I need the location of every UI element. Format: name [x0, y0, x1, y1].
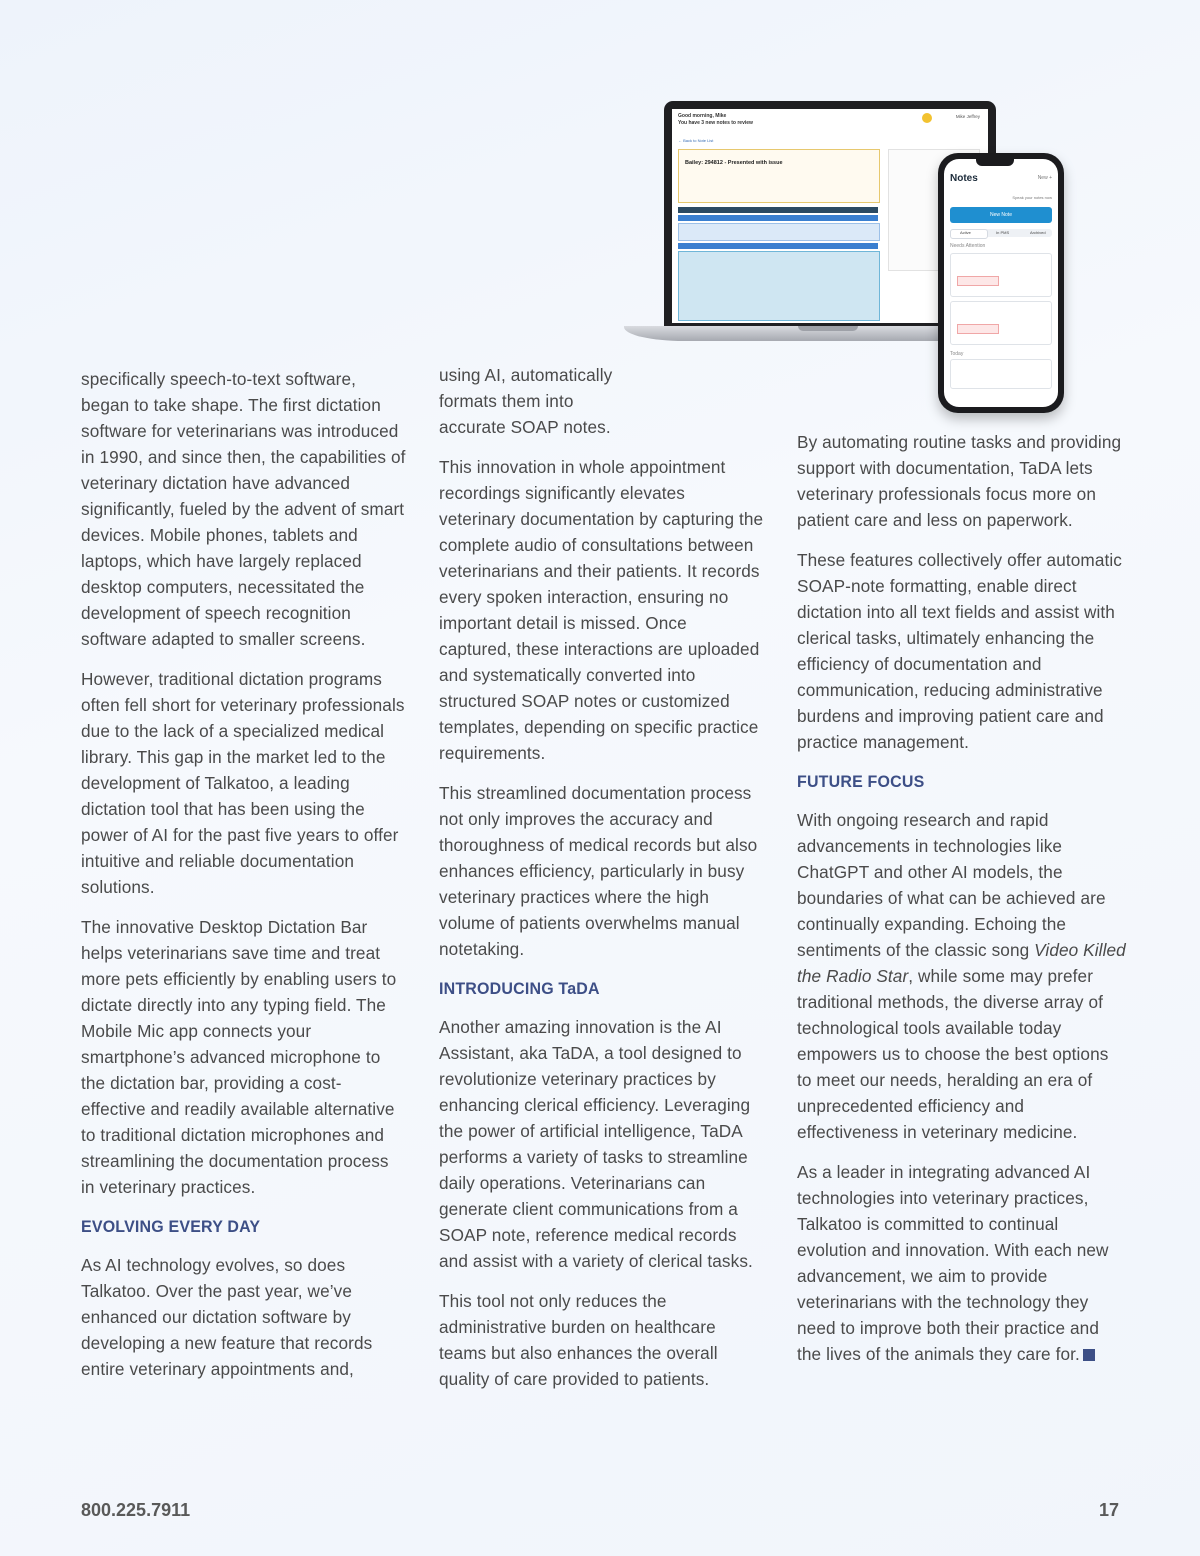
phone-title: Notes: [950, 173, 978, 184]
note-card: [678, 149, 880, 203]
subjective-bar: [678, 215, 878, 221]
phone-speak-hint: Speak your notes now: [1012, 195, 1052, 200]
phone-tab-pms-label: In PMS: [996, 230, 1010, 235]
end-mark-icon: [1083, 1349, 1095, 1361]
phone-note-item: [950, 359, 1052, 389]
page-number: 17: [1098, 1500, 1119, 1520]
attention-tag: [957, 324, 999, 334]
phone-notch: [976, 159, 1014, 166]
paragraph-text: As a leader in integrating advanced AI technologies into veterinary practices, Talkatoo is committed to continual evolution and innovation. With each new advancement, we aim to provide veterinarians with the technology they need to improve both their practice and the lives of the animals they care for.: [797, 1162, 1109, 1364]
song-title: Video Killed the Radio Star: [797, 940, 1126, 986]
paragraph: [797, 1159, 1127, 1367]
section-heading-tada: INTRODUCING TaDA: [439, 979, 600, 998]
phone-tab-archived-label: Archived: [1030, 230, 1046, 235]
phone-tabs: [950, 229, 1052, 237]
paragraph-text: With ongoing research and rapid advancements in technologies like ChatGPT and other AI models, the boundaries of what can be achieved are continually expanding. Echoing the sentiments of the classic song: [797, 810, 1106, 960]
phone-today: Today: [950, 351, 964, 357]
section-heading-evolving: EVOLVING EVERY DAY: [81, 1217, 261, 1236]
phone-note-item: [950, 301, 1052, 345]
paragraph: This tool not only reduces the administrative burden on healthcare teams but also enhances the overall quality of care provided to patients.: [439, 1291, 718, 1389]
paragraph: using AI, automatically formats them into accurate SOAP notes.: [439, 365, 613, 437]
phone-screen: [944, 159, 1058, 407]
paragraph: However, traditional dictation programs often fell short for veterinary professionals due to the lack of a specialized medical library. This gap in the market led to the development of Talkatoo, a leading dictation tool that has been using the power of AI for the past five years to offer intuitive and reliable documentation solutions.: [81, 669, 405, 897]
paragraph: By automating routine tasks and providing support with documentation, TaDA lets veterinary professionals focus more on patient care and less on paperwork.: [797, 432, 1122, 530]
back-link: ← Back to Note List: [678, 138, 714, 143]
phone-note-item: [950, 253, 1052, 297]
laptop-user-name: Mike Jeffrey: [955, 114, 980, 119]
section-heading-future: FUTURE FOCUS: [797, 772, 925, 791]
objective-box: [678, 251, 880, 321]
paragraph: The innovative Desktop Dictation Bar helps veterinarians save time and treat more pets efficiently by enabling users to dictate directly into any typing field. The Mobile Mic app connects your smartphone’s advanced microphone to the dictation bar, providing a cost-effective and readily available alternative to traditional dictation microphones and streamlining the documentation process in veterinary practices.: [81, 917, 397, 1197]
subjective-box: [678, 223, 880, 241]
phone-new-link: New +: [1037, 175, 1052, 181]
paragraph: [797, 807, 1127, 1145]
objective-bar: [678, 243, 878, 249]
paragraph: Another amazing innovation is the AI Assistant, aka TaDA, a tool designed to revolutionize veterinary practices by enhancing clerical efficiency. Leveraging the power of artificial intelligence, TaDA performs a variety of tasks to streamline daily operations. Veterinarians can generate client communications from a SOAP note, reference medical records and assist with a variety of clerical tasks.: [439, 1017, 753, 1271]
column-2: [439, 362, 764, 1406]
phone-new-note-button: New Note: [950, 207, 1052, 223]
phone-needs-attention: Needs Attention: [950, 243, 986, 249]
paragraph: As AI technology evolves, so does Talkatoo. Over the past year, we’ve enhanced our dictation software by developing a new feature that records entire veterinary appointments and,: [81, 1255, 373, 1379]
footer-phone: 800.225.7911: [81, 1500, 191, 1520]
paragraph: This streamlined documentation process not only improves the accuracy and thoroughness of medical records but also enhances efficiency, particularly in busy veterinary practices where the high volume of patients overwhelms manual notetaking.: [439, 783, 758, 959]
column-3: [797, 429, 1127, 1381]
column-1: [81, 366, 406, 1396]
phone: [938, 153, 1064, 413]
paragraph-text: , while some may prefer traditional methods, the diverse array of technological tools available today empowers us to choose the best options to meet our needs, heralding an era of unprecedented efficiency and effectiveness in veterinary medicine.: [797, 966, 1109, 1142]
attention-tag: [957, 276, 999, 286]
transcript-bar: [678, 207, 878, 213]
laptop-notch: [798, 326, 858, 331]
paragraph: This innovation in whole appointment recordings significantly elevates veterinary documentation by capturing the complete audio of consultations between veterinarians and their patients. It records every spoken interaction, ensuring no important detail is missed. Once captured, these interactions are uploaded and systematically converted into structured SOAP notes or customized templates, depending on specific practice requirements.: [439, 457, 764, 763]
paragraph: specifically speech-to-text software, began to take shape. The first dictation software for veterinarians was introduced in 1990, and since then, the capabilities of veterinary dictation have advanced significantly, fueled by the advent of smart devices. Mobile phones, tablets and laptops, which have largely replaced desktop computers, necessitated the development of speech recognition software adapted to smaller screens.: [81, 369, 406, 649]
note-card-title: Bailey: 294812 - Presented with issue: [685, 160, 783, 166]
laptop-greeting: Good morning, Mike You have 3 new notes to review: [678, 113, 753, 126]
user-avatar: [922, 113, 932, 123]
paragraph: These features collectively offer automatic SOAP-note formatting, enable direct dictation into all text fields and assist with clerical tasks, ultimately enhancing the efficiency of documentation and communication, reducing administrative burdens and improving patient care and practice management.: [797, 550, 1122, 752]
phone-tab-active-label: Active: [960, 230, 971, 235]
